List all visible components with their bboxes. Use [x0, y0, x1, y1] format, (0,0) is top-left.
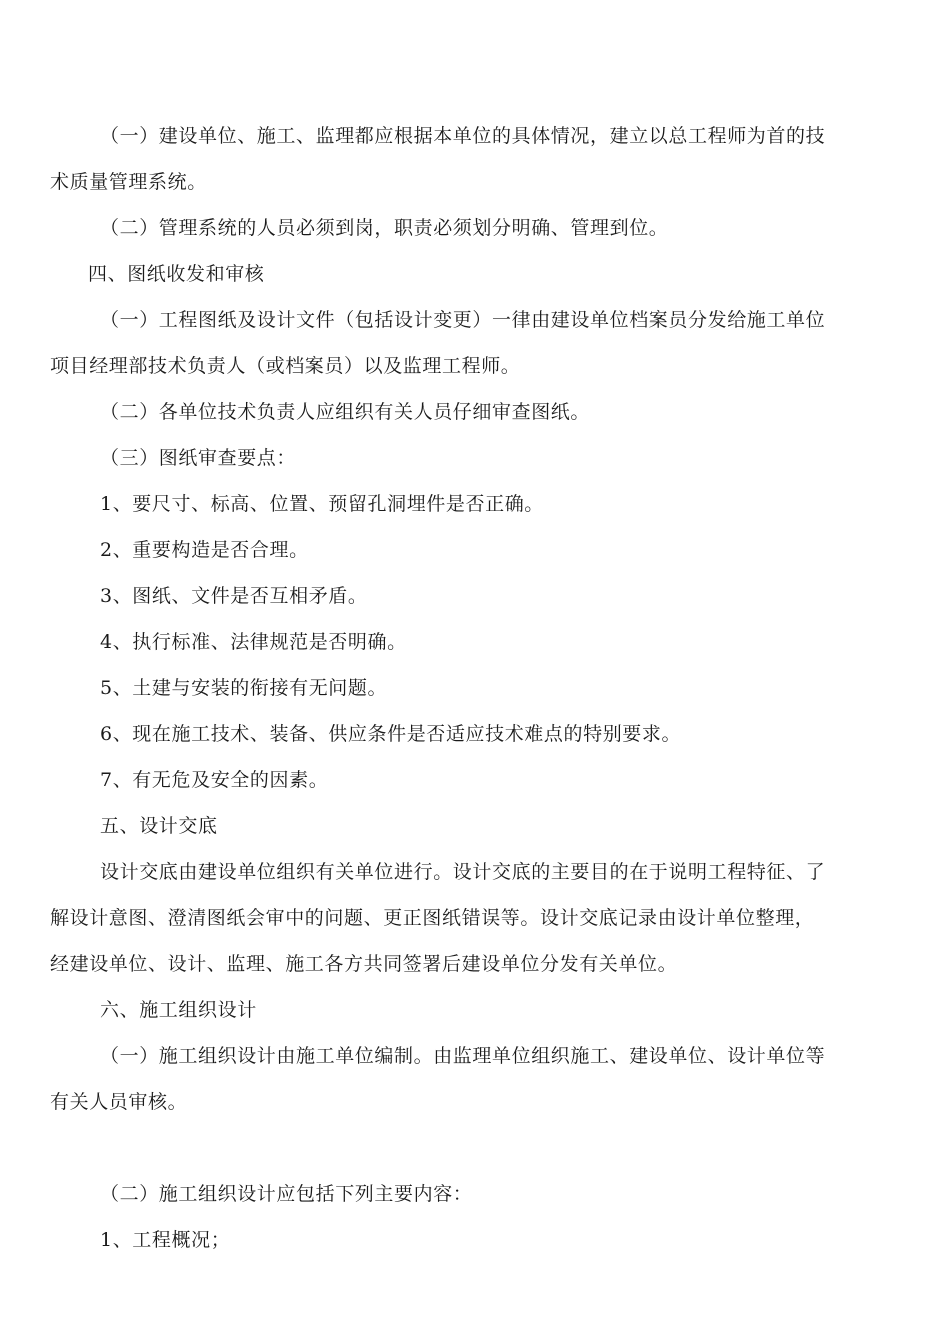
list-item-7 — [50, 757, 895, 803]
section-heading-construction-design — [50, 987, 895, 1033]
text-line: 3、图纸、文件是否互相矛盾。 — [100, 585, 368, 607]
heading-text: 六、施工组织设计 — [100, 999, 257, 1021]
heading-text: 五、设计交底 — [100, 815, 218, 837]
section-heading-drawings — [50, 251, 895, 297]
heading-text: 四、图纸收发和审核 — [88, 263, 265, 285]
list-item-4 — [50, 619, 895, 665]
text-line: 术质量管理系统。 — [50, 171, 207, 193]
paragraph-tech-quality-system — [50, 113, 895, 205]
text-line: 6、现在施工技术、装备、供应条件是否适应技术难点的特别要求。 — [100, 723, 682, 745]
paragraph-review-points — [50, 435, 895, 481]
text-line: 解设计意图、澄清图纸会审中的问题、更正图纸错误等。设计交底记录由设计单位整理， — [50, 907, 815, 929]
text-line: （二）管理系统的人员必须到岗，职责必须划分明确、管理到位。 — [100, 217, 669, 239]
paragraph-review-drawings — [50, 389, 895, 435]
text-line: 5、土建与安装的衔接有无问题。 — [100, 677, 388, 699]
paragraph-construction-design-review — [50, 1033, 895, 1125]
text-line: 项目经理部技术负责人（或档案员）以及监理工程师。 — [50, 355, 521, 377]
paragraph-construction-design-content — [50, 1171, 895, 1217]
text-line: 7、有无危及安全的因素。 — [100, 769, 329, 791]
paragraph-drawing-distribution — [50, 297, 895, 389]
text-line: 1、要尺寸、标高、位置、预留孔洞埋件是否正确。 — [100, 493, 544, 515]
text-line: 设计交底由建设单位组织有关单位进行。设计交底的主要目的在于说明工程特征、了 — [100, 861, 826, 883]
list-item-3 — [50, 573, 895, 619]
list-item-1 — [50, 481, 895, 527]
text-line: （三）图纸审查要点： — [100, 447, 297, 469]
paragraph-design-briefing — [50, 849, 895, 987]
list-item-project-overview — [50, 1217, 895, 1263]
text-line: 1、工程概况； — [100, 1229, 231, 1251]
list-item-6 — [50, 711, 895, 757]
text-line: 4、执行标准、法律规范是否明确。 — [100, 631, 407, 653]
text-line: （一）建设单位、施工、监理都应根据本单位的具体情况，建立以总工程师为首的技 — [100, 125, 826, 147]
text-line: 经建设单位、设计、监理、施工各方共同签署后建设单位分发有关单位。 — [50, 953, 678, 975]
text-line: （一）施工组织设计由施工单位编制。由监理单位组织施工、建设单位、设计单位等 — [100, 1045, 826, 1067]
list-item-5 — [50, 665, 895, 711]
paragraph-staff-in-position — [50, 205, 895, 251]
text-line: （二）各单位技术负责人应组织有关人员仔细审查图纸。 — [100, 401, 591, 423]
list-item-2 — [50, 527, 895, 573]
text-line: 有关人员审核。 — [50, 1091, 188, 1113]
section-heading-design-briefing — [50, 803, 895, 849]
text-line: 2、重要构造是否合理。 — [100, 539, 309, 561]
text-line: （二）施工组织设计应包括下列主要内容： — [100, 1183, 473, 1205]
text-line: （一）工程图纸及设计文件（包括设计变更）一律由建设单位档案员分发给施工单位 — [100, 309, 826, 331]
